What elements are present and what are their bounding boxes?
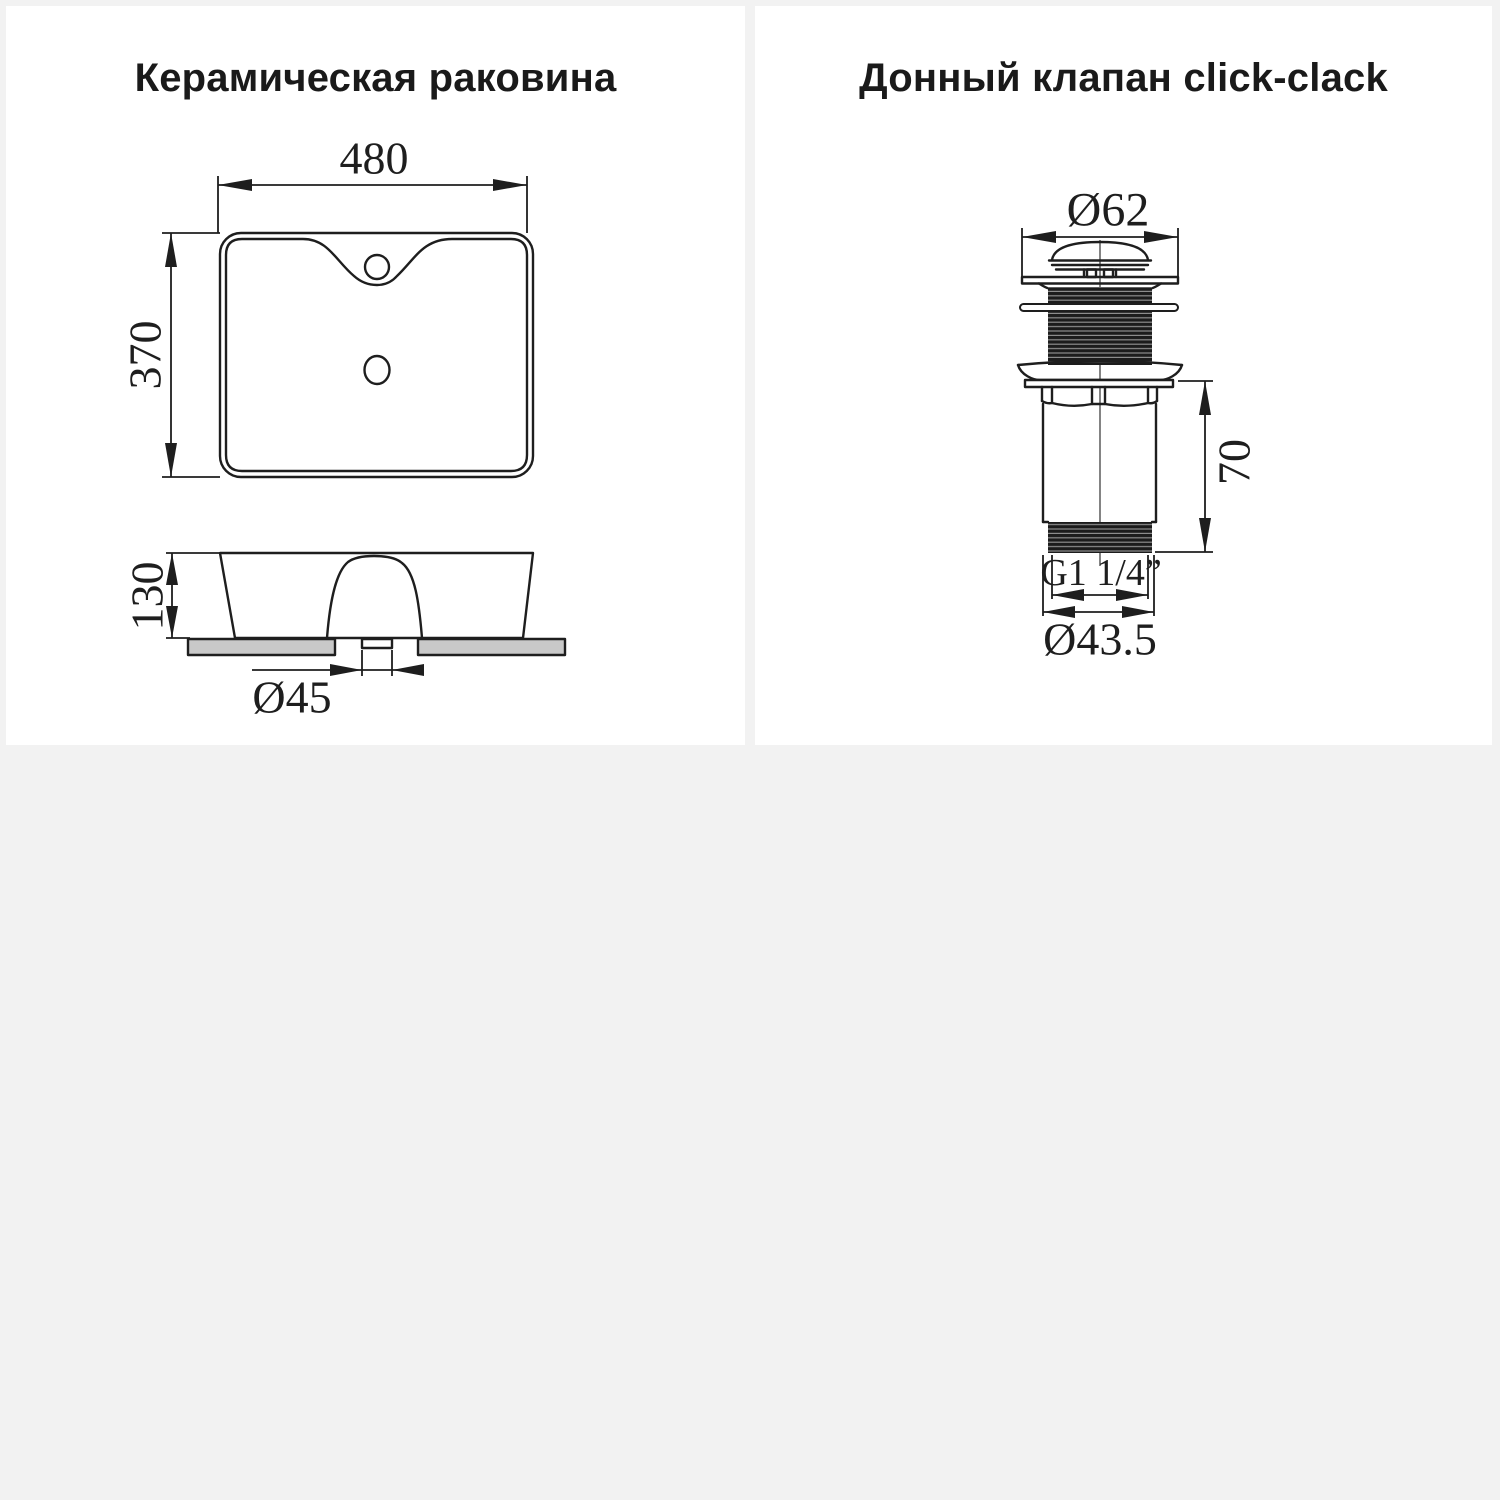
dim-width-label: 480 — [339, 132, 409, 184]
sink-title: Керамическая раковина — [134, 56, 617, 100]
valve-title: Донный клапан click-clack — [859, 56, 1388, 100]
arrowhead — [1199, 381, 1211, 415]
arrowhead — [165, 233, 177, 267]
dim-height-label: 130 — [121, 561, 173, 631]
arrowhead — [1022, 231, 1056, 243]
dim-thread-label: G1 1/4” — [1040, 552, 1162, 594]
arrowhead — [165, 443, 177, 477]
mount-strip-left — [188, 639, 335, 655]
faucet-hole — [365, 255, 389, 279]
drain-hole — [365, 356, 390, 384]
dim-depth-label: 370 — [119, 320, 171, 390]
valve-washer — [1020, 304, 1178, 311]
valve-drawing — [755, 6, 1492, 745]
dim-length-label: 70 — [1208, 439, 1260, 485]
panel-valve — [755, 6, 1492, 745]
drain-sleeve — [362, 639, 392, 648]
arrowhead — [493, 179, 527, 191]
valve-thread-main — [1048, 311, 1152, 365]
dim-cap-label: Ø62 — [1066, 183, 1150, 237]
arrowhead — [1199, 518, 1211, 552]
panel-sink — [6, 6, 745, 745]
valve-thread-bottom — [1048, 522, 1152, 553]
sink-drawing — [6, 6, 745, 745]
sink-body-front — [220, 553, 533, 638]
valve-bowl-plate — [1025, 380, 1173, 387]
mount-strip-right — [418, 639, 565, 655]
arrowhead — [392, 664, 424, 676]
dim-drain-label: Ø45 — [252, 671, 332, 723]
valve-thread-upper — [1048, 287, 1152, 304]
sink-arch-cutout — [327, 556, 422, 638]
arrowhead — [218, 179, 252, 191]
dim-bottom-label: Ø43.5 — [1043, 613, 1157, 665]
arrowhead — [330, 664, 362, 676]
